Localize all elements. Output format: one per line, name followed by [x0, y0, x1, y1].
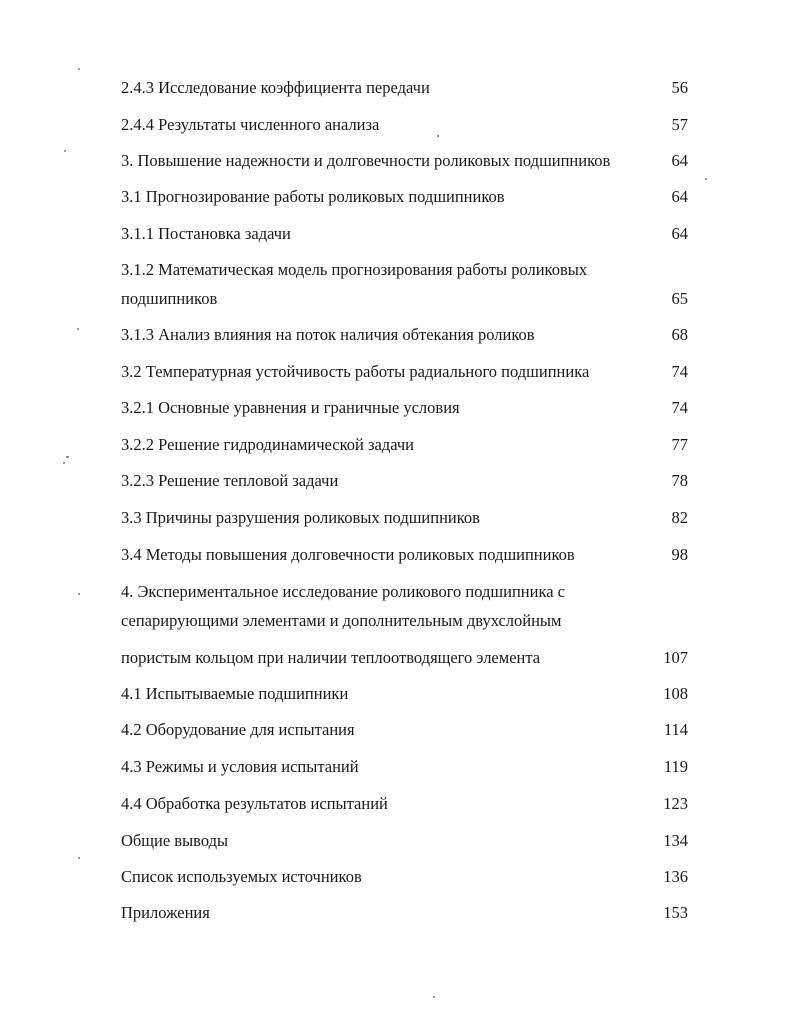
- toc-entry-title: 4.3 Режимы и условия испытаний: [121, 757, 359, 776]
- toc-entry-title: Список используемых источников: [121, 867, 362, 886]
- toc-entry-title: 3.1.2 Математическая модель прогнозирования работы роликовых: [121, 260, 588, 279]
- scan-speck: [66, 456, 69, 458]
- toc-entry-title-continued: сепарирующими элементами и дополнительным двухслойным: [121, 611, 562, 630]
- toc-entry-title: 4.2 Оборудование для испытания: [121, 720, 355, 739]
- toc-entry-page: 74: [671, 398, 688, 417]
- toc-entry-title: 2.4.4 Результаты численного анализа: [121, 115, 380, 134]
- toc-entry-page: 136: [663, 867, 688, 886]
- toc-entry-page: 98: [671, 545, 688, 564]
- toc-entry-title-continued: пористым кольцом при наличии теплоотводящего элемента: [121, 648, 541, 667]
- scan-speck: [78, 857, 80, 859]
- toc-entry-title: 4.4 Обработка результатов испытаний: [121, 794, 388, 813]
- toc-entry-page: 65: [671, 289, 688, 308]
- toc-entry-title: 3.1.3 Анализ влияния на поток наличия обтекания роликов: [121, 325, 535, 344]
- toc-entry-page: 78: [671, 471, 688, 490]
- toc-entry-title: 4.1 Испытываемые подшипники: [121, 684, 349, 703]
- scan-speck: [433, 996, 435, 998]
- toc-entry-page: 107: [663, 648, 688, 667]
- toc-entry-title: 3.2.2 Решение гидродинамической задачи: [121, 435, 414, 454]
- toc-entry-page: 77: [671, 435, 688, 454]
- toc-entry-page: 64: [671, 151, 688, 170]
- toc-entry-page: 56: [671, 78, 688, 97]
- scan-speck: [63, 462, 65, 464]
- toc-entry-title: Приложения: [121, 903, 210, 922]
- toc-entry-title: 4. Экспериментальное исследование роликового подшипника с: [121, 582, 565, 601]
- toc-entry-title: 3.2 Температурная устойчивость работы радиального подшипника: [121, 362, 590, 381]
- toc-entry-page: 108: [663, 684, 688, 703]
- scan-speck: [78, 68, 80, 70]
- toc-entry-title: Общие выводы: [121, 831, 229, 850]
- toc-entry-page: 74: [671, 362, 688, 381]
- toc-entry-page: 82: [671, 508, 688, 527]
- toc-entry-title: 2.4.3 Исследование коэффициента передачи: [121, 78, 430, 97]
- toc-entry-page: 64: [671, 187, 688, 206]
- toc-entry-page: 57: [671, 115, 688, 134]
- toc-entry-title: 3. Повышение надежности и долговечности роликовых подшипников: [121, 151, 611, 170]
- toc-entry-page: 123: [663, 794, 688, 813]
- toc-entry-title: 3.2.3 Решение тепловой задачи: [121, 471, 339, 490]
- toc-entry-title: 3.4 Методы повышения долговечности роликовых подшипников: [121, 545, 575, 564]
- toc-entry-title: 3.3 Причины разрушения роликовых подшипников: [121, 508, 480, 527]
- scan-speck: [77, 328, 79, 330]
- toc-entry-page: 64: [671, 224, 688, 243]
- toc-entry-title: 3.2.1 Основные уравнения и граничные условия: [121, 398, 460, 417]
- scan-speck: [64, 150, 66, 152]
- toc-entry-title-continued: подшипников: [121, 289, 218, 308]
- scan-speck: [437, 135, 439, 137]
- scan-speck: [705, 178, 707, 180]
- toc-entry-page: 153: [663, 903, 688, 922]
- scan-speck: [78, 593, 80, 595]
- toc-entry-title: 3.1.1 Постановка задачи: [121, 224, 291, 243]
- toc-entry-page: 68: [671, 325, 688, 344]
- toc-entry-page: 119: [663, 757, 688, 776]
- toc-entry-title: 3.1 Прогнозирование работы роликовых подшипников: [121, 187, 505, 206]
- toc-entry-page: 134: [663, 831, 688, 850]
- toc-entry-page: 114: [663, 720, 688, 739]
